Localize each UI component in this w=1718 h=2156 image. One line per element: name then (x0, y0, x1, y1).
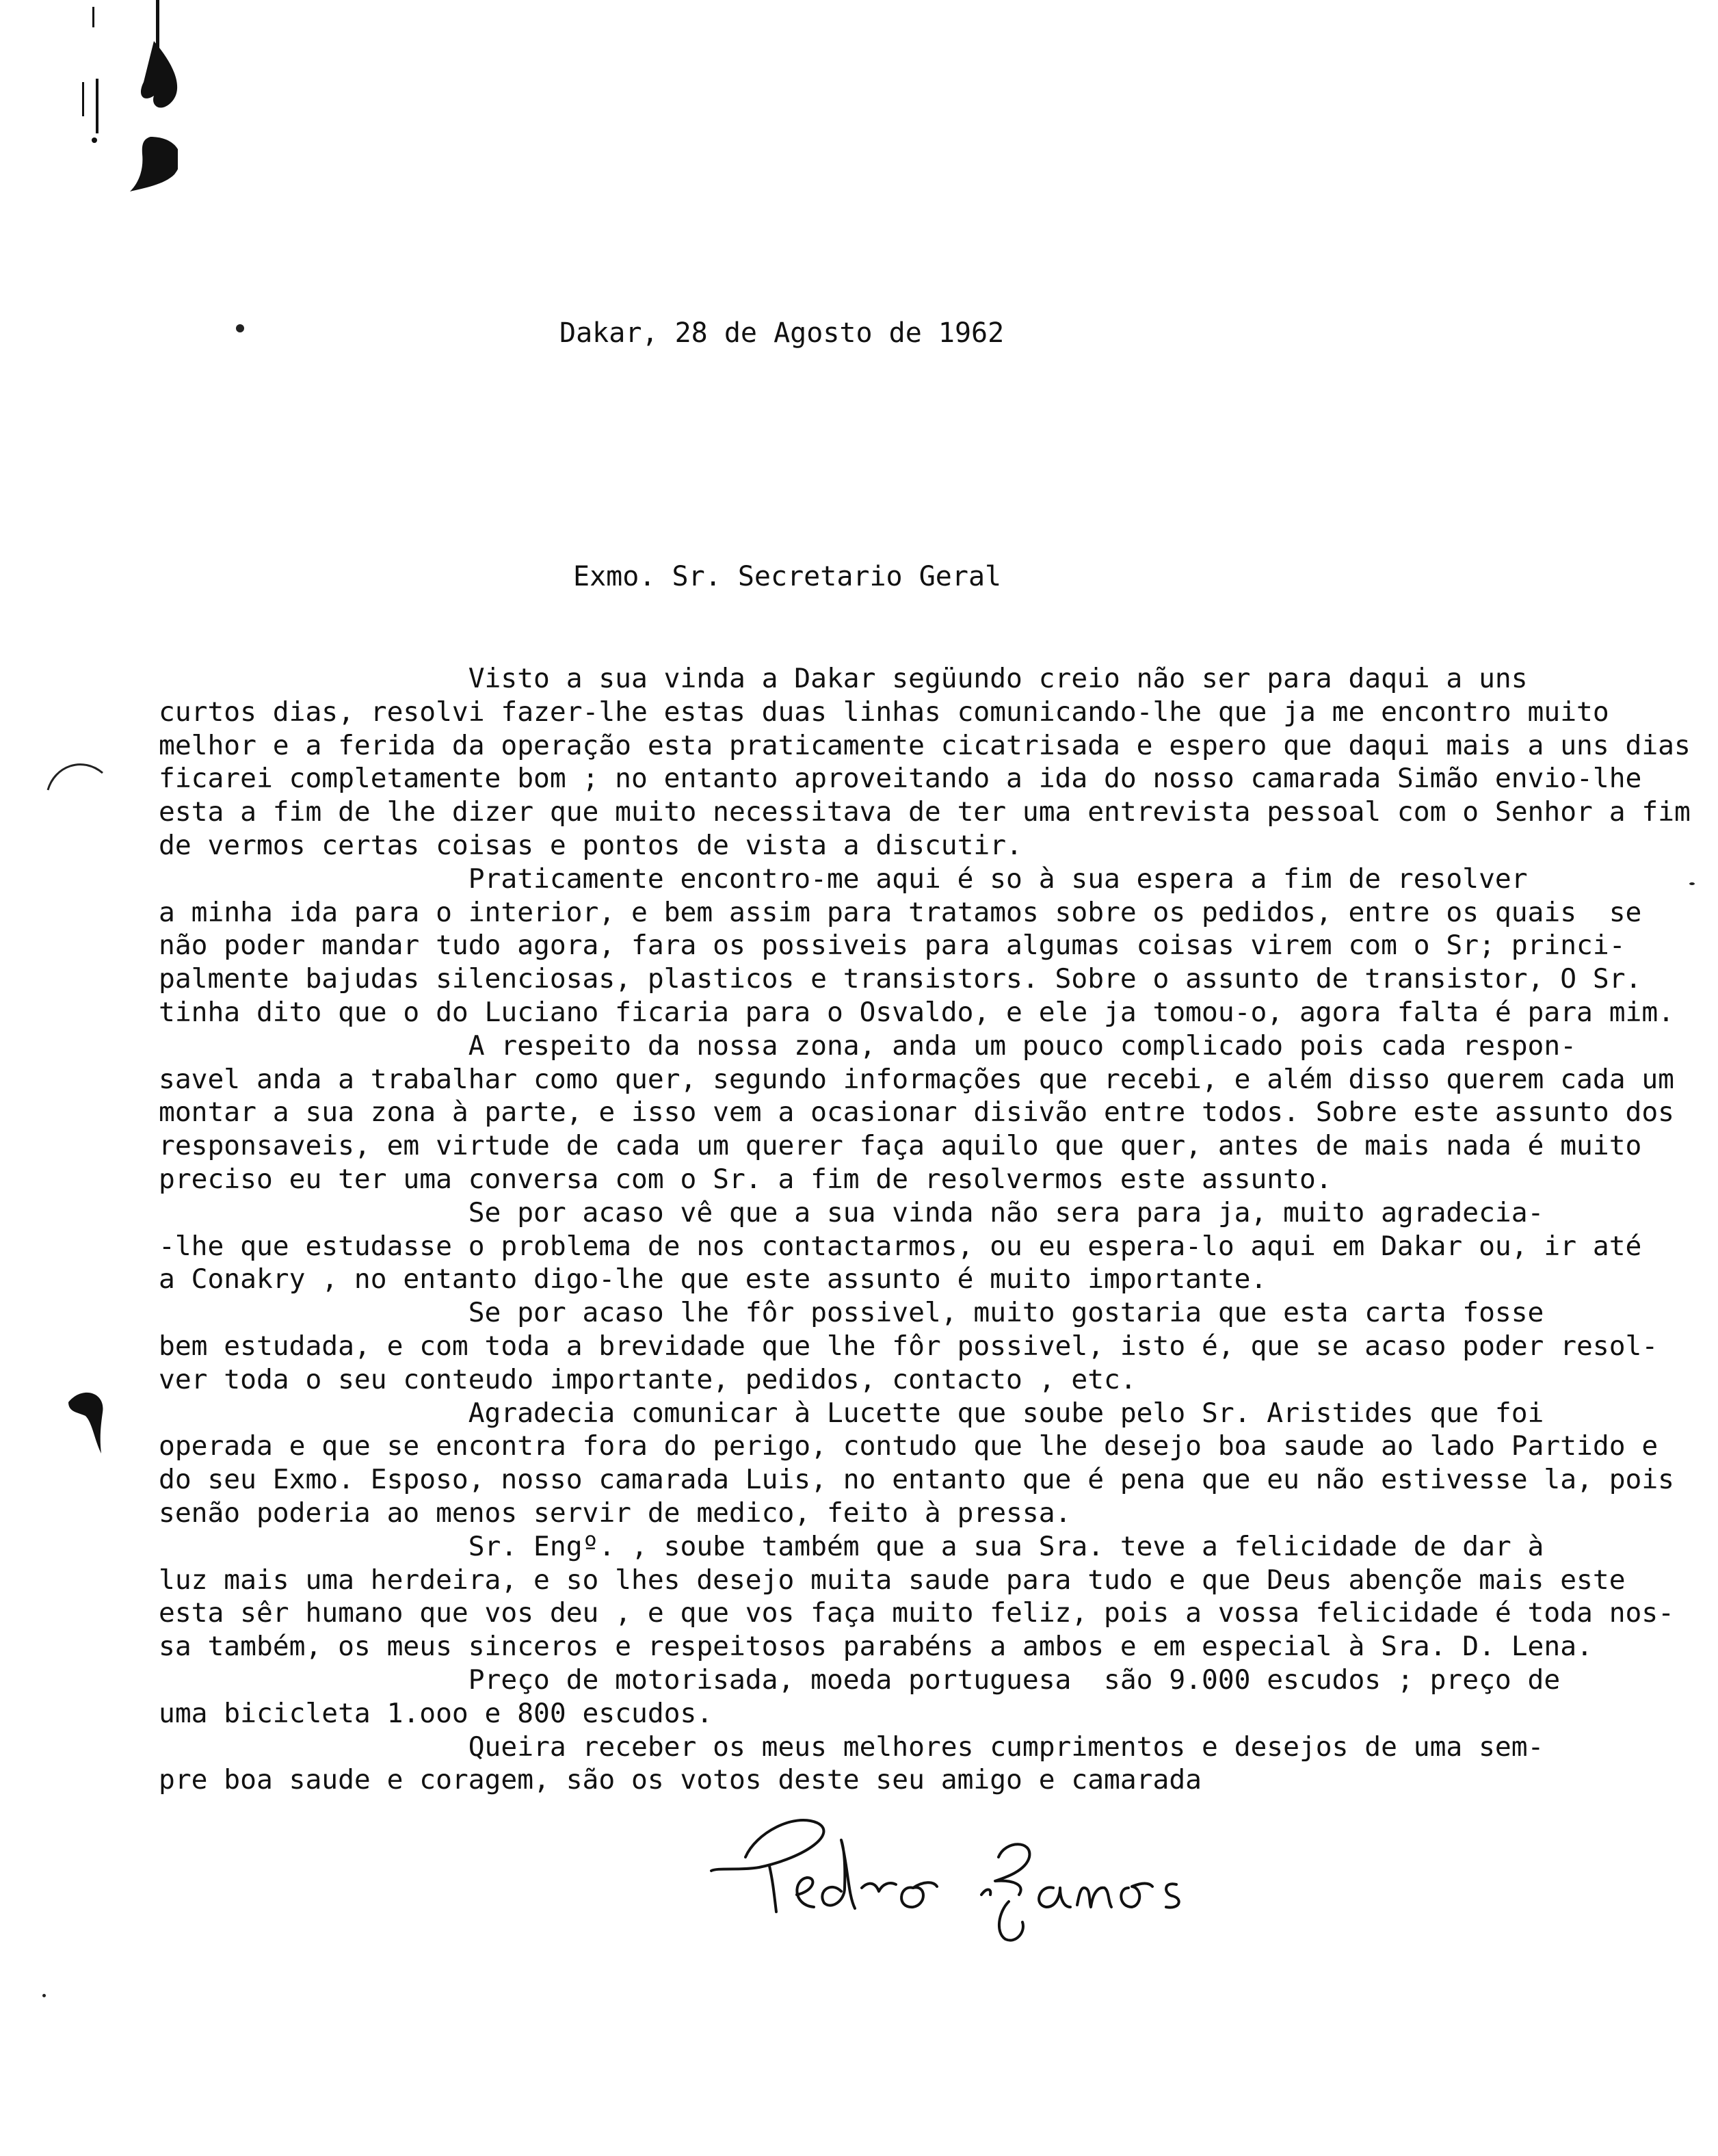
ink-speck (1689, 882, 1695, 885)
body-line: responsaveis, em virtude de cada um querer faça aquilo que quer, antes de mais nada é muito (159, 1130, 1642, 1162)
body-line: sa também, os meus sinceros e respeitosos parabéns a ambos e em especial à Sra. D. Lena. (159, 1631, 1593, 1663)
body-line: Queira receber os meus melhores cumprimentos e desejos de uma sem- (159, 1731, 1544, 1763)
body-line: a Conakry , no entanto digo-lhe que este assunto é muito importante. (159, 1263, 1267, 1296)
body-line: Se por acaso vê que a sua vinda não sera para ja, muito agradecia- (159, 1196, 1544, 1228)
ink-speck (42, 1994, 46, 1997)
body-line: montar a sua zona à parte, e isso vem a ocasionar disivão entre todos. Sobre este assunto dos (159, 1096, 1675, 1129)
body-line: Sr. Engº. , soube também que a sua Sra. teve a felicidade de dar à (159, 1530, 1544, 1562)
body-line: senão poderia ao menos servir de medico, feito à pressa. (159, 1497, 1072, 1529)
body-line: Praticamente encontro-me aqui é so à sua espera a fim de resolver (159, 863, 1528, 895)
body-line: savel anda a trabalhar como quer, segundo informações que recebi, e além disso querem cada um (159, 1063, 1675, 1095)
body-line: melhor e a ferida da operação esta praticamente cicatrisada e espero que daqui mais a uns dias (159, 729, 1691, 761)
body-line: Preço de motorisada, moeda portuguesa são 9.000 escudos ; preço de (159, 1664, 1561, 1696)
body-line: uma bicicleta 1.ooo e 800 escudos. (159, 1697, 713, 1729)
body-line: Se por acaso lhe fôr possivel, muito gostaria que esta carta fosse (159, 1297, 1544, 1329)
handwritten-signature (704, 1792, 1197, 1963)
body-line: -lhe que estudasse o problema de nos contactarmos, ou eu espera-lo aqui em Dakar ou, ir até (159, 1230, 1642, 1262)
body-line: esta a fim de lhe dizer que muito necessitava de ter uma entrevista pessoal com o Senhor a fim (159, 796, 1691, 828)
body-line: preciso eu ter uma conversa com o Sr. a fim de resolvermos este assunto. (159, 1163, 1332, 1195)
body-line: operada e que se encontra fora do perigo, contudo que lhe desejo boa saude ao lado Partido e (159, 1430, 1658, 1462)
ink-blot-top-left (41, 0, 178, 205)
ink-drop-left (62, 1382, 116, 1457)
letter-salutation: Exmo. Sr. Secretario Geral (573, 561, 1002, 592)
body-line: do seu Exmo. Esposo, nosso camarada Luis, no entanto que é pena que eu não estivesse la, pois (159, 1464, 1675, 1496)
body-line: não poder mandar tudo agora, fara os possiveis para algumas coisas virem com o Sr; princi- (159, 930, 1626, 962)
body-line: luz mais uma herdeira, e so lhes desejo muita saude para tudo e que Deus abençõe mais este (159, 1564, 1626, 1596)
body-line: ficarei completamente bom ; no entanto aproveitando a ida do nosso camarada Simão envio-lhe (159, 763, 1642, 795)
body-line: de vermos certas coisas e pontos de vista a discutir. (159, 829, 1022, 861)
body-line: bem estudada, e com toda a brevidade que lhe fôr possivel, isto é, que se acaso poder resol- (159, 1330, 1658, 1362)
body-line: tinha dito que o do Luciano ficaria para o Osvaldo, e ele ja tomou-o, agora falta é para mim. (159, 996, 1675, 1028)
body-line: Visto a sua vinda a Dakar següundo creio não ser para daqui a uns (159, 663, 1528, 694)
body-line: curtos dias, resolvi fazer-lhe estas duas linhas comunicando-lhe que ja me encontro muito (159, 696, 1609, 728)
body-line: a minha ida para o interior, e bem assim para tratamos sobre os pedidos, entre os quais se (159, 896, 1642, 928)
body-line: pre boa saude e coragem, são os votos deste seu amigo e camarada (159, 1764, 1202, 1796)
margin-arc-mark (41, 752, 109, 793)
letter-date: Dakar, 28 de Agosto de 1962 (559, 317, 1005, 349)
body-line: ver toda o seu conteudo importante, pedidos, contacto , etc. (159, 1363, 1137, 1395)
body-line: palmente bajudas silenciosas, plasticos e transistors. Sobre o assunto de transistor, O Sr. (159, 963, 1642, 995)
body-line: esta sêr humano que vos deu , e que vos faça muito feliz, pois a vossa felicidade é toda nos- (159, 1597, 1675, 1629)
letter-body (159, 662, 1691, 1797)
body-line: A respeito da nossa zona, anda um pouco complicado pois cada respon- (159, 1029, 1577, 1062)
bullet-mark (236, 324, 244, 332)
body-line: Agradecia comunicar à Lucette que soube pelo Sr. Aristides que foi (159, 1397, 1544, 1429)
